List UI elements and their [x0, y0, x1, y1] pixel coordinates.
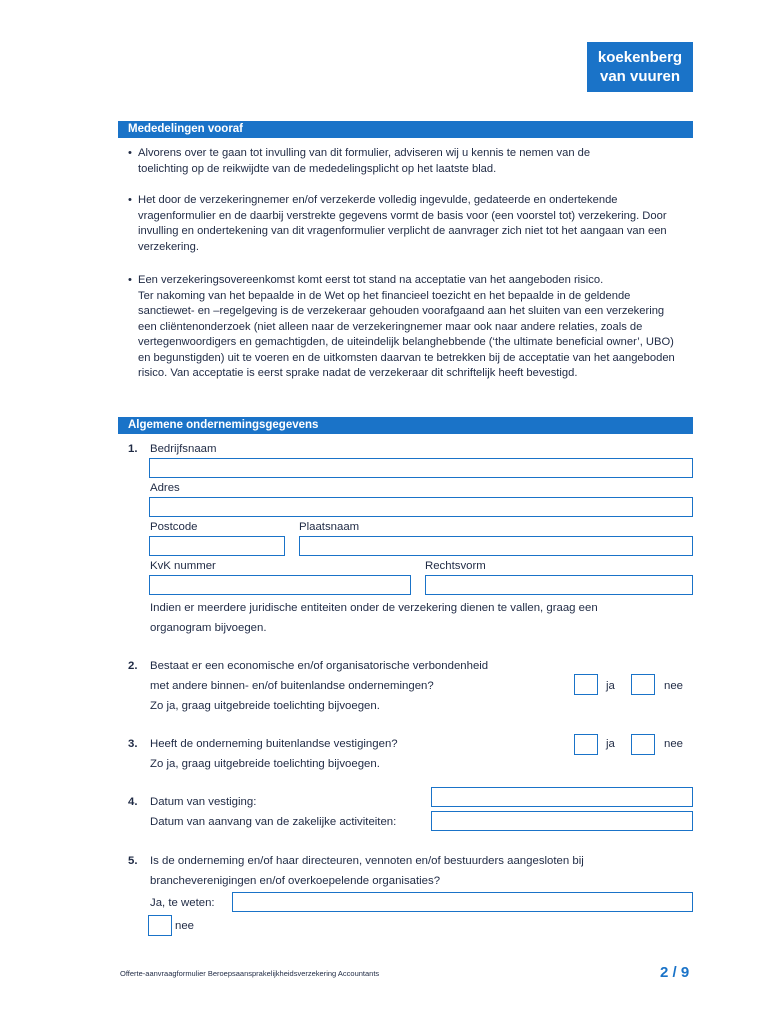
brand-line-2: van vuuren — [599, 68, 681, 85]
footer-document-title: Offerte-aanvraagformulier Beroepsaansprakelijkheidsverzekering Accountants — [120, 969, 380, 978]
activity-start-label: Datum van aanvang van de zakelijke activiteiten: — [150, 816, 397, 828]
page-number: 2 / 9 — [660, 964, 690, 981]
question-5-number: 5. — [128, 855, 138, 867]
question-2-no-label: nee — [664, 680, 684, 692]
section-header-ondernemingsgegevens: Algemene ondernemingsgegevens — [118, 417, 693, 434]
question-3-no-label: nee — [664, 738, 684, 750]
question-3-number: 3. — [128, 738, 138, 750]
bullet-3: • Een verzekeringsovereenkomst komt eerst tot stand na acceptatie van het aangeboden risico. Ter nakoming van het bepaalde in de Wet op het financieel toezicht en het bepaalde in de geldende sanctiewet- en –regelgeving is de verzekeraar gehouden voorafgaand aan het sluiten van een verzekering een cliëntenonderzoek (niet alleen naar de verzekeringnemer maar ook naar andere relaties, zoals de vertegenwoordigers en gemachtigden, de uiteindelijk belanghebbende (‘the ultimate beneficial owner’, UBO) en begunstigden) uit te voeren en de uitkomsten daarvan te betrekken bij de acceptatie van het aangeboden risico. Van acceptatie is eerst sprake nadat de verzekeraar dit schriftelijk heeft bevestigd. — [128, 274, 675, 379]
kvk-label: KvK nummer — [150, 560, 216, 572]
legal-form-field[interactable] — [425, 575, 693, 595]
bullet-1: • Alvorens over te gaan tot invulling van dit formulier, adviseren wij u kennis te nemen van de toelichting op de reikwijdte van de mededelingsplicht op het laatste blad. — [128, 147, 591, 175]
legal-form-label: Rechtsvorm — [425, 560, 486, 572]
question-2-line-2: met andere binnen- en/of buitenlandse ondernemingen? — [150, 680, 434, 692]
question-3-no-checkbox[interactable] — [631, 734, 655, 755]
question-3-yes-label: ja — [606, 738, 615, 750]
question-4-number: 4. — [128, 796, 138, 808]
brand-logo — [587, 42, 693, 92]
question-1-number: 1. — [128, 443, 138, 455]
organogram-note-line-2: organogram bijvoegen. — [150, 622, 267, 634]
question-5-no-checkbox[interactable] — [148, 915, 172, 936]
question-2-line-3: Zo ja, graag uitgebreide toelichting bijvoegen. — [150, 700, 380, 712]
postcode-label: Postcode — [150, 521, 198, 533]
city-field[interactable] — [299, 536, 693, 556]
question-2-no-checkbox[interactable] — [631, 674, 655, 695]
question-5-line-2: brancheverenigingen en/of overkoepelende organisaties? — [150, 875, 441, 887]
founded-date-field[interactable] — [431, 787, 693, 807]
question-5-yes-label: Ja, te weten: — [150, 897, 215, 909]
postcode-field[interactable] — [149, 536, 285, 556]
address-label: Adres — [150, 482, 180, 494]
organisations-field[interactable] — [232, 892, 693, 912]
founded-date-label: Datum van vestiging: — [150, 796, 257, 808]
kvk-field[interactable] — [149, 575, 411, 595]
question-2-yes-label: ja — [606, 680, 615, 692]
organogram-note-line-1: Indien er meerdere juridische entiteiten onder de verzekering dienen te vallen, graag een — [150, 602, 598, 614]
question-3-yes-checkbox[interactable] — [574, 734, 598, 755]
question-5-line-1: Is de onderneming en/of haar directeuren, vennoten en/of bestuurders aangesloten bij — [150, 855, 584, 867]
question-2-yes-checkbox[interactable] — [574, 674, 598, 695]
address-field[interactable] — [149, 497, 693, 517]
question-3-line-1: Heeft de onderneming buitenlandse vestigingen? — [150, 738, 398, 750]
brand-line-1: koekenberg — [597, 49, 683, 66]
section-header-mededelingen: Mededelingen vooraf — [118, 121, 693, 138]
activity-start-field[interactable] — [431, 811, 693, 831]
question-2-number: 2. — [128, 660, 138, 672]
company-name-field[interactable] — [149, 458, 693, 478]
city-label: Plaatsnaam — [299, 521, 360, 533]
company-name-label: Bedrijfsnaam — [150, 443, 217, 455]
question-2-line-1: Bestaat er een economische en/of organisatorische verbondenheid — [150, 660, 489, 672]
question-3-line-2: Zo ja, graag uitgebreide toelichting bijvoegen. — [150, 758, 380, 770]
question-5-no-label: nee — [175, 920, 195, 932]
bullet-2: • Het door de verzekeringnemer en/of verzekerde volledig ingevulde, gedateerde en ondertekende vragenformulier en de daarbij verstrekte gegevens vormt de basis voor (een voorstel tot) verzekering. Door invulling en ondertekening van dit vragenformulier verplicht de aanvrager zich niet tot het aangaan van een verzekering. — [128, 194, 667, 253]
